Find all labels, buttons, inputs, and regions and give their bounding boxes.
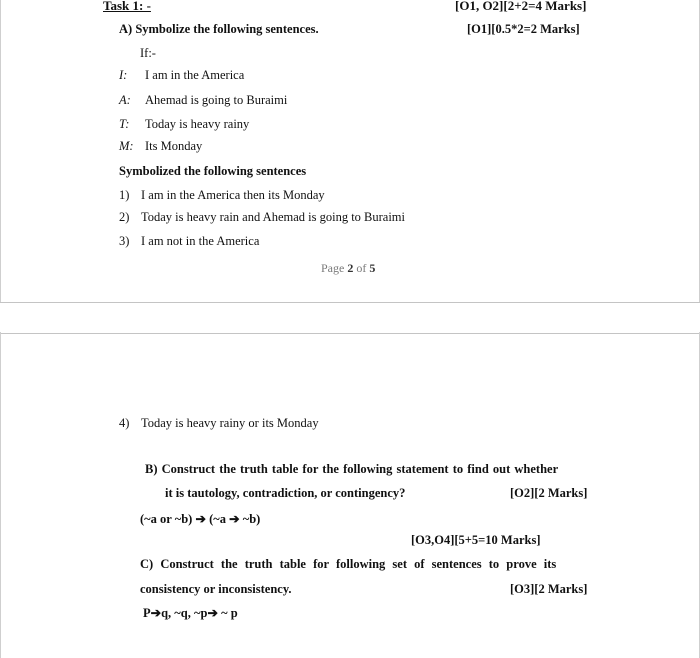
section-b-line1	[145, 462, 595, 477]
section-a-marks: [O1][0.5*2=2 Marks]	[467, 22, 580, 36]
page-number-footer	[321, 261, 375, 276]
definition-symbol-m: M:	[119, 139, 134, 153]
page-of: of	[356, 261, 367, 275]
sentence-text: Today is heavy rain and Ahemad is going to Buraimi	[141, 210, 406, 224]
symbolize-subheading: Symbolized the following sentences	[119, 164, 307, 178]
section-b-question-line1: B) Construct the truth table for the following statement to find out whether	[145, 462, 559, 476]
page-prefix: Page	[321, 261, 345, 275]
page-left-edge	[0, 332, 1, 658]
section-c-expression: P➔q, ~q, ~p➔ ~ p	[143, 606, 238, 620]
section-b-expression: (~a or ~b) ➔ (~a ➔ ~b)	[140, 512, 261, 526]
page-total: 5	[369, 261, 376, 275]
definition-text-i: I am in the America	[145, 68, 245, 82]
task-marks: [O1, O2][2+2=4 Marks]	[455, 0, 587, 13]
section-b-marks: [O2][2 Marks]	[510, 486, 588, 500]
sentence-text: I am in the America then its Monday	[141, 188, 325, 202]
definition-symbol-i: I:	[119, 68, 128, 82]
definition-text-a: Ahemad is going to Buraimi	[145, 93, 288, 107]
page-break-divider	[0, 302, 700, 334]
sentence-number: 4)	[119, 416, 130, 430]
section-c-marks: [O3][2 Marks]	[510, 582, 588, 596]
sentence-number: 2)	[119, 210, 130, 224]
sentence-number: 1)	[119, 188, 130, 202]
definition-symbol-a: A:	[119, 93, 131, 107]
definition-symbol-t: T:	[119, 117, 130, 131]
page-left-edge	[0, 0, 1, 302]
section-a-heading: A) Symbolize the following sentences.	[119, 22, 319, 36]
sentence-text: Today is heavy rainy or its Monday	[141, 416, 319, 430]
sentence-number: 3)	[119, 234, 130, 248]
definition-text-t: Today is heavy rainy	[145, 117, 250, 131]
if-label: If:-	[140, 46, 156, 60]
section-c-question-line1: C) Construct the truth table for following set of sentences to prove its	[140, 557, 557, 571]
page-current: 2	[347, 261, 354, 275]
definition-text-m: Its Monday	[145, 139, 203, 153]
sentence-text: I am not in the America	[141, 234, 260, 248]
task-heading: Task 1: -	[103, 0, 151, 13]
section-b-question-line2: it is tautology, contradiction, or contingency?	[165, 486, 406, 500]
section-c-question-line2: consistency or inconsistency.	[140, 582, 292, 596]
section-c-header-marks: [O3,O4][5+5=10 Marks]	[411, 533, 541, 547]
